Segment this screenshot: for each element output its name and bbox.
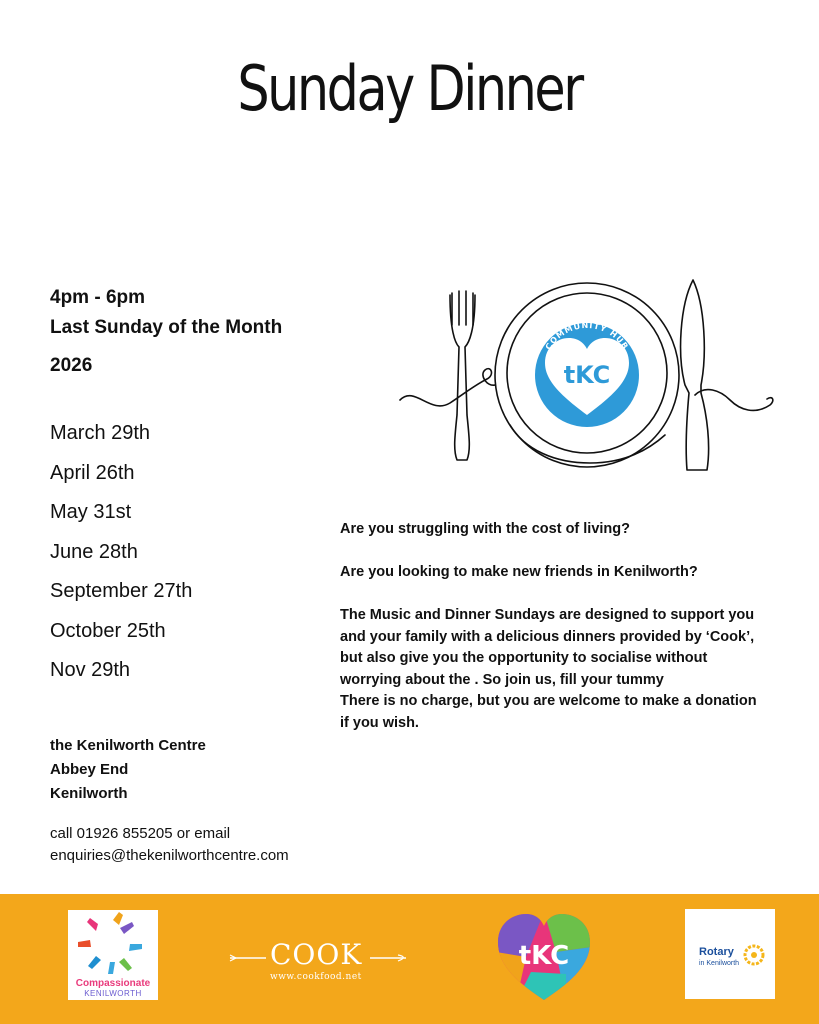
rotary-subtext: in Kenilworth: [699, 960, 740, 967]
page-title: Sunday Dinner: [237, 52, 582, 125]
rotary-text: Rotary: [699, 946, 734, 958]
address-line: the Kenilworth Centre: [50, 737, 206, 754]
date-list: [50, 418, 192, 695]
address-line: Kenilworth: [50, 785, 128, 802]
badge-arc-text: COMMUNITY HUB: [543, 320, 631, 352]
cook-wordmark: COOK: [270, 938, 363, 971]
contact-phone: call 01926 855205 or email: [50, 825, 231, 842]
venue-address: [50, 734, 206, 806]
time-range: 4pm - 6pm: [50, 287, 146, 308]
cook-logo: [228, 938, 408, 988]
rotary-wheel-icon: [743, 944, 765, 966]
cook-url: www.cookfood.net: [270, 972, 362, 982]
community-hub-badge: [535, 321, 639, 427]
date-item: Nov 29th: [50, 659, 131, 681]
rotary-logo: [685, 909, 775, 999]
date-item: June 28th: [50, 540, 138, 563]
date-item: October 25th: [50, 619, 166, 642]
contact-info: [50, 823, 289, 867]
description-paragraph: The Music and Dinner Sundays are designed to support you and your family with a delicious dinners provided by ‘Cook’, but also give you the opportunity to socialise without worrying about the . So join us, fill your tummy: [340, 607, 755, 688]
event-message: [340, 519, 760, 756]
badge-text: tKC: [563, 361, 611, 389]
tkc-heart-logo: [496, 912, 592, 1002]
kenilworth-text: KENILWORTH: [84, 989, 142, 998]
frequency: Last Sunday of the Month: [50, 317, 283, 338]
schedule-year: 2026: [50, 355, 93, 376]
address-line: Abbey End: [50, 761, 129, 778]
donation-paragraph: There is no charge, but you are welcome to make a donation if you wish.: [340, 693, 757, 731]
compassionate-text: Compassionate: [75, 978, 151, 989]
schedule-time: [50, 283, 282, 343]
question-cost-of-living: Are you struggling with the cost of living?: [340, 521, 630, 537]
date-item: September 27th: [50, 580, 193, 602]
date-item: May 31st: [50, 501, 132, 523]
plate-illustration: [395, 275, 775, 475]
date-item: March 29th: [50, 422, 151, 444]
compassionate-kenilworth-logo: [68, 910, 158, 1000]
contact-email: enquiries@thekenilworthcentre.com: [50, 847, 289, 864]
tkc-text: tKC: [518, 941, 570, 971]
question-new-friends: Are you looking to make new friends in Kenilworth?: [340, 564, 698, 580]
date-item: April 26th: [50, 461, 135, 484]
sponsor-footer: [0, 894, 819, 1024]
hands-icon: [68, 910, 158, 980]
